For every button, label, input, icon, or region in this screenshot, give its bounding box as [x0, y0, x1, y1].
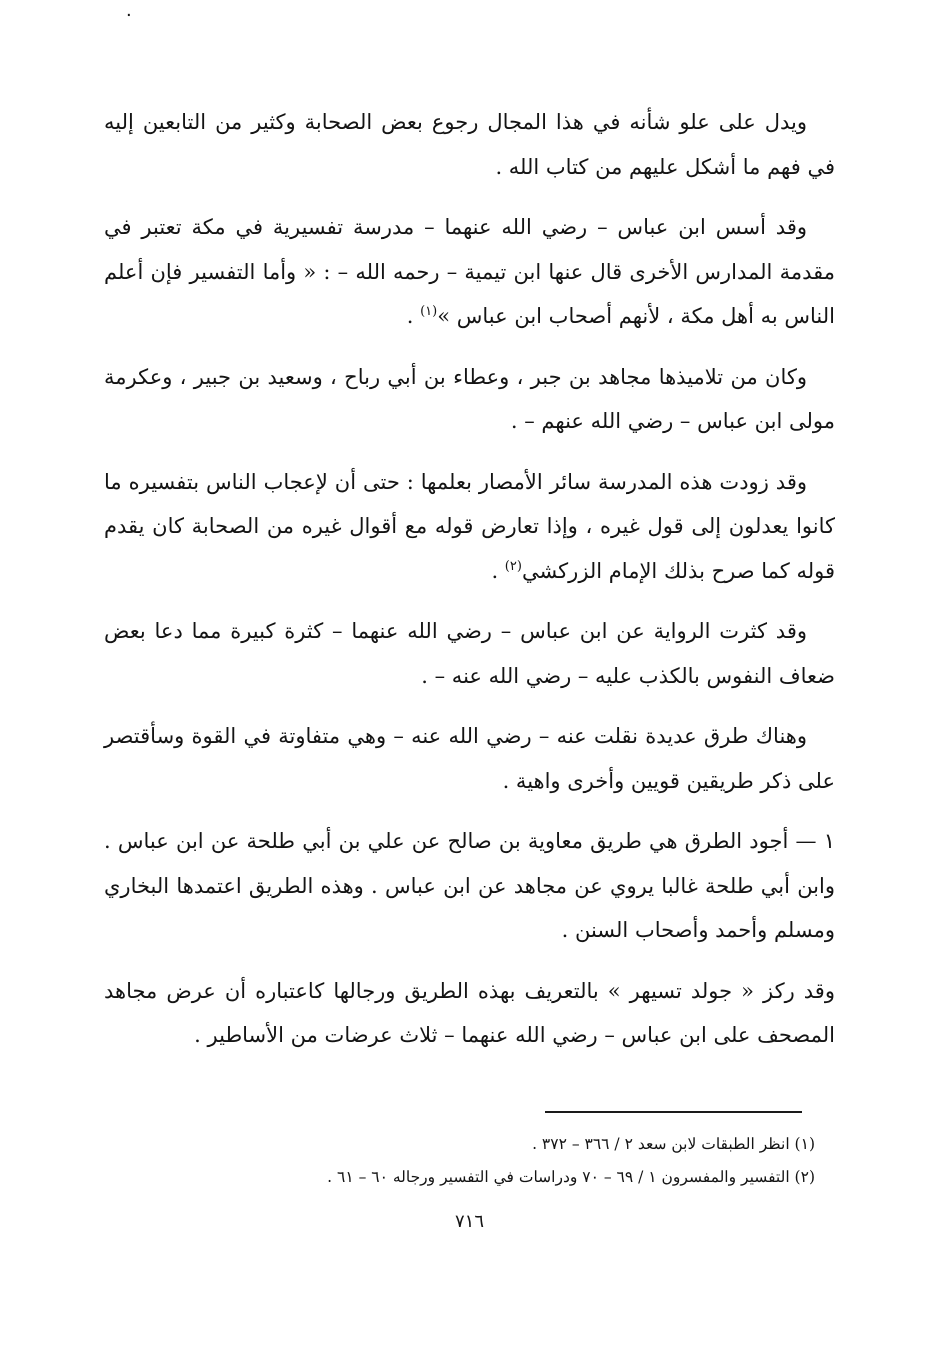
top-mark: ٠	[124, 4, 134, 25]
paragraph-8-text: وقد ركز « جولد تسيهر » بالتعريف بهذه الطريق ورجالها كاعتباره أن عرض مجاهد المصحف على ابن عباس – رضي الله عنهما – ثلاث عرضات من الأساطير .	[104, 978, 835, 1047]
footnote-2: (٢) التفسير والمفسرون ١ / ٦٩ – ٧٠ ودراسات في التفسير ورجاله ٦٠ – ٦١ .	[327, 1168, 815, 1186]
footnote-ref-2: (٢)	[504, 558, 522, 574]
paragraph-7-text: ١ — أجود الطرق هي طريق معاوية بن صالح عن علي بن أبي طلحة عن ابن عباس . وابن أبي طلحة غالبا يروي عن مجاهد عن ابن عباس . وهذه الطريق اعتمدها البخاري ومسلم وأحمد وأصحاب السنن .	[104, 829, 835, 942]
paragraph-2-tail: .	[406, 304, 421, 328]
paragraph-7	[104, 819, 835, 953]
paragraph-1-text: ويدل على علو شأنه في هذا المجال رجوع بعض الصحابة وكثير من التابعين إليه في فهم ما أشكل عليهم من كتاب الله .	[104, 110, 835, 179]
footnote-1: (١) انظر الطبقات لابن سعد ٢ / ٣٦٦ – ٣٧٢ .	[532, 1135, 815, 1153]
footnotes	[104, 1128, 815, 1194]
body-text	[104, 100, 835, 1074]
paragraph-5	[104, 609, 835, 698]
page-number: ٧١٦	[454, 1211, 484, 1232]
paragraph-1	[104, 100, 835, 189]
footnote-divider	[545, 1111, 802, 1113]
paragraph-2	[104, 205, 835, 339]
paragraph-8	[104, 969, 835, 1058]
paragraph-4-tail: .	[491, 558, 505, 583]
paragraph-4	[104, 460, 835, 594]
paragraph-6-text: وهناك طرق عديدة نقلت عنه – رضي الله عنه – وهي متفاوتة في القوة وسأقتصر على ذكر طريقين قويين وأخرى واهية .	[104, 724, 835, 793]
paragraph-6	[104, 714, 835, 803]
paragraph-5-text: وقد كثرت الرواية عن ابن عباس – رضي الله عنهما – كثرة كبيرة مما دعا بعض ضعاف النفوس بالكذب عليه – رضي الله عنه – .	[104, 619, 835, 688]
paragraph-4-text: وقد زودت هذه المدرسة سائر الأمصار بعلمها : حتى أن لإعجاب الناس بتفسيره ما كانوا يعدلون إلى قول غيره ، وإذا تعارض قوله مع أقوال غيره من الصحابة كان يقدم قوله كما صرح بذلك الإمام الزركشي	[104, 469, 835, 583]
footnote-ref-1: (١)	[420, 304, 438, 319]
paragraph-2-text: وقد أسس ابن عباس – رضي الله عنهما – مدرسة تفسيرية في مكة تعتبر في مقدمة المدارس الأخرى قال عنها ابن تيمية – رحمه الله – : « وأما التفسير فإن أعلم الناس به أهل مكة ، لأنهم أصحاب ابن عباس »	[104, 215, 835, 328]
paragraph-3-text: وكان من تلاميذها مجاهد بن جبر ، وعطاء بن أبي رباح ، وسعيد بن جبير ، وعكرمة مولى ابن عباس – رضي الله عنهم – .	[104, 364, 835, 433]
paragraph-3	[104, 355, 835, 444]
